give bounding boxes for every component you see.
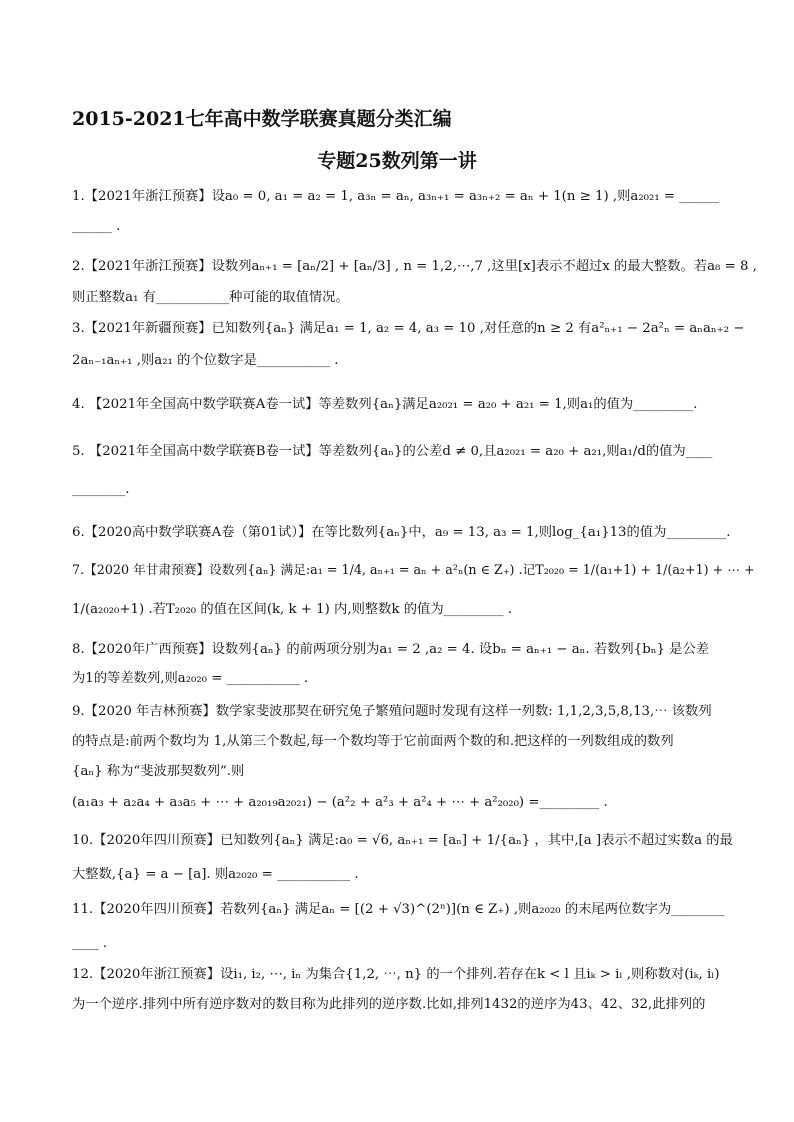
- problem-7-line-2: 1/(a₂₀₂₀+1) .若T₂₀₂₀ 的值在区间(k, k + 1) 内,则整数k 的值为_________ .: [72, 602, 512, 617]
- problem-6-line-1: 6.【2020高中数学联赛A卷（第01试）】在等比数列{aₙ}中，a₉ = 13, a₃ = 1,则log_{a₁}13的值为_________.: [72, 525, 731, 540]
- problem-5-line-1: 5. 【2021年全国高中数学联赛B卷一试】等差数列{aₙ}的公差d ≠ 0,且a₂₀₂₁ = a₂₀ + a₂₁,则a₁/d的值为____: [72, 444, 713, 459]
- document-subtitle: 专题25数列第一讲: [317, 150, 477, 172]
- problem-12-line-1: 12.【2020年浙江预赛】设i₁, i₂, ⋯, iₙ 为集合{1,2, ⋯, n} 的一个排列.若存在k < l 且iₖ > iₗ ,则称数对(iₖ, iₗ): [72, 967, 720, 982]
- problem-1-line-1: 1.【2021年浙江预赛】设a₀ = 0, a₁ = a₂ = 1, a₃ₙ = aₙ, a₃ₙ₊₁ = a₃ₙ₊₂ = aₙ + 1(n ≥ 1) ,则a₂₀₂₁ = ______: [72, 189, 720, 204]
- problem-11-line-1: 11.【2020年四川预赛】若数列{aₙ} 满足aₙ = [(2 + √3)^(2ⁿ)](n ∈ Z₊) ,则a₂₀₂₀ 的末尾两位数字为________: [72, 902, 725, 917]
- problem-10-line-1: 10.【2020年四川预赛】已知数列{aₙ} 满足:a₀ = √6, aₙ₊₁ = [aₙ] + 1/{aₙ} ，其中,[a ]表示不超过实数a 的最: [72, 833, 733, 848]
- problem-9-line-3: {aₙ} 称为“斐波那契数列”.则: [72, 764, 245, 779]
- problem-9-line-4: (a₁a₃ + a₂a₄ + a₃a₅ + ⋯ + a₂₀₁₉a₂₀₂₁) − (a²₂ + a²₃ + a²₄ + ⋯ + a²₂₀₂₀) =_________ .: [72, 795, 608, 810]
- problem-7-line-1: 7.【2020 年甘肃预赛】设数列{aₙ} 满足:a₁ = 1/4, aₙ₊₁ = aₙ + a²ₙ(n ∈ Z₊) .记T₂₀₂₀ = 1/(a₁+1) + 1/(a₂+1) + ⋯ +: [72, 562, 755, 577]
- problem-4-line-1: 4. 【2021年全国高中数学联赛A卷一试】等差数列{aₙ}满足a₂₀₂₁ = a₂₀ + a₂₁ = 1,则a₁的值为_________.: [72, 397, 698, 412]
- problem-8-line-1: 8.【2020年广西预赛】设数列{aₙ} 的前两项分别为a₁ = 2 ,a₂ = 4. 设bₙ = aₙ₊₁ − aₙ. 若数列{bₙ} 是公差: [72, 642, 710, 657]
- problem-1-line-2: ______ .: [72, 219, 121, 234]
- problem-9-line-1: 9.【2020 年吉林预赛】数学家斐波那契在研究兔子繁殖问题时发现有这样一列数: 1,1,2,3,5,8,13,⋯ 该数列: [72, 704, 712, 719]
- problem-3-line-1: 3.【2021年新疆预赛】已知数列{aₙ} 满足a₁ = 1, a₂ = 4, a₃ = 10 ,对任意的n ≥ 2 有a²ₙ₊₁ − 2a²ₙ = aₙaₙ₊₂ −: [72, 321, 745, 336]
- problem-2-line-1: 2.【2021年浙江预赛】设数列aₙ₊₁ = [aₙ/2] + [aₙ/3] , n = 1,2,⋯,7 ,这里[x]表示不超过x 的最大整数。若a₈ = 8 ,: [72, 259, 757, 274]
- problem-5-line-2: ________.: [72, 482, 130, 497]
- problem-12-line-2: 为一个逆序.排列中所有逆序数对的数目称为此排列的逆序数.比如,排列1432的逆序为43、42、32,此排列的: [72, 997, 706, 1012]
- problem-3-line-2: 2aₙ₋₁aₙ₊₁ ,则a₂₁ 的个位数字是___________ .: [72, 353, 339, 368]
- problem-2-line-2: 则正整数a₁ 有___________种可能的取值情况。: [72, 290, 349, 305]
- problem-8-line-2: 为1的等差数列,则a₂₀₂₀ = ___________ .: [72, 671, 309, 686]
- document-title: 2015-2021七年高中数学联赛真题分类汇编: [72, 108, 452, 130]
- problem-11-line-2: ____ .: [72, 936, 108, 951]
- problem-9-line-2: 的特点是:前两个数均为 1,从第三个数起,每一个数均等于它前面两个数的和.把这样的一列数组成的数列: [72, 734, 674, 749]
- problem-10-line-2: 大整数,{a} = a − [a]. 则a₂₀₂₀ = ___________ .: [72, 867, 359, 882]
